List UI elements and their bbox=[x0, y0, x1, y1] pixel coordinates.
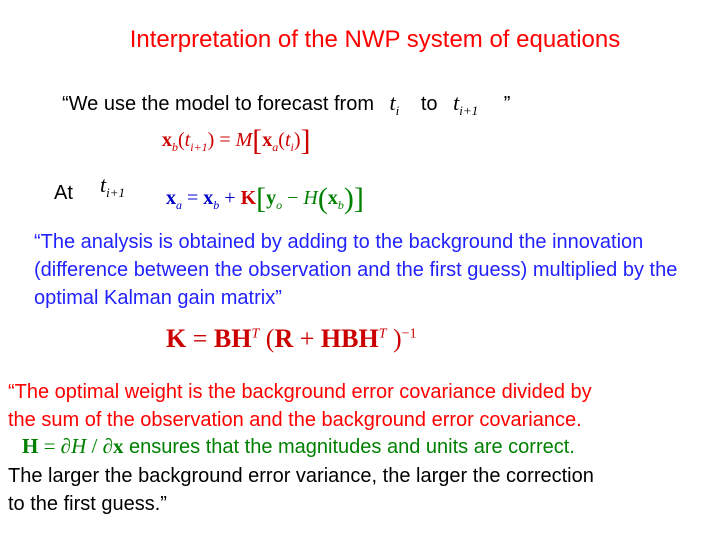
weight-quote-line5: to the first guess.” bbox=[8, 493, 167, 515]
t-i-plus-1-at-symbol: $t_{i+1}$ bbox=[100, 172, 126, 200]
weight-quote-line3 bbox=[22, 434, 575, 459]
analysis-paragraph: “The analysis is obtained by adding to the background the innovation (difference between the observation and the first guess) multiplied by the optimal Kalman gain matrix” bbox=[34, 231, 678, 309]
t-i-symbol: $t_i$ bbox=[389, 90, 400, 118]
at-label: At bbox=[54, 182, 73, 204]
weight-quote-line1: “The optimal weight is the background error covariance divided by bbox=[8, 381, 592, 403]
jacobian-expression: H = ∂H / ∂x bbox=[22, 434, 124, 458]
weight-quote-tail bbox=[8, 462, 594, 518]
quote-close: ” bbox=[503, 93, 511, 115]
kalman-gain-equation: $K = BH^T$ ($R + HBH^T$ )$^{-1}$ bbox=[166, 324, 417, 353]
weight-quote-line2: the sum of the observation and the background error covariance. bbox=[8, 409, 582, 431]
weight-quote bbox=[8, 378, 592, 434]
to-word: to bbox=[420, 93, 438, 115]
analysis-equation: $x_a = x_b + K[y_o - H(x_b)]$ bbox=[166, 182, 364, 215]
slide-title: Interpretation of the NWP system of equations bbox=[129, 26, 621, 53]
forecast-equation: $x_b(t_{i+1}) = M[x_a(t_i)]$ bbox=[162, 124, 311, 157]
weight-quote-line3-text: ensures that the magnitudes and units are correct. bbox=[129, 436, 575, 458]
t-i-plus-1-symbol: $t_{i+1}$ bbox=[453, 90, 479, 118]
forecast-quote bbox=[62, 90, 510, 119]
weight-quote-line4: The larger the background error variance, the larger the correction bbox=[8, 465, 594, 487]
forecast-quote-text: “We use the model to forecast from bbox=[62, 93, 374, 115]
